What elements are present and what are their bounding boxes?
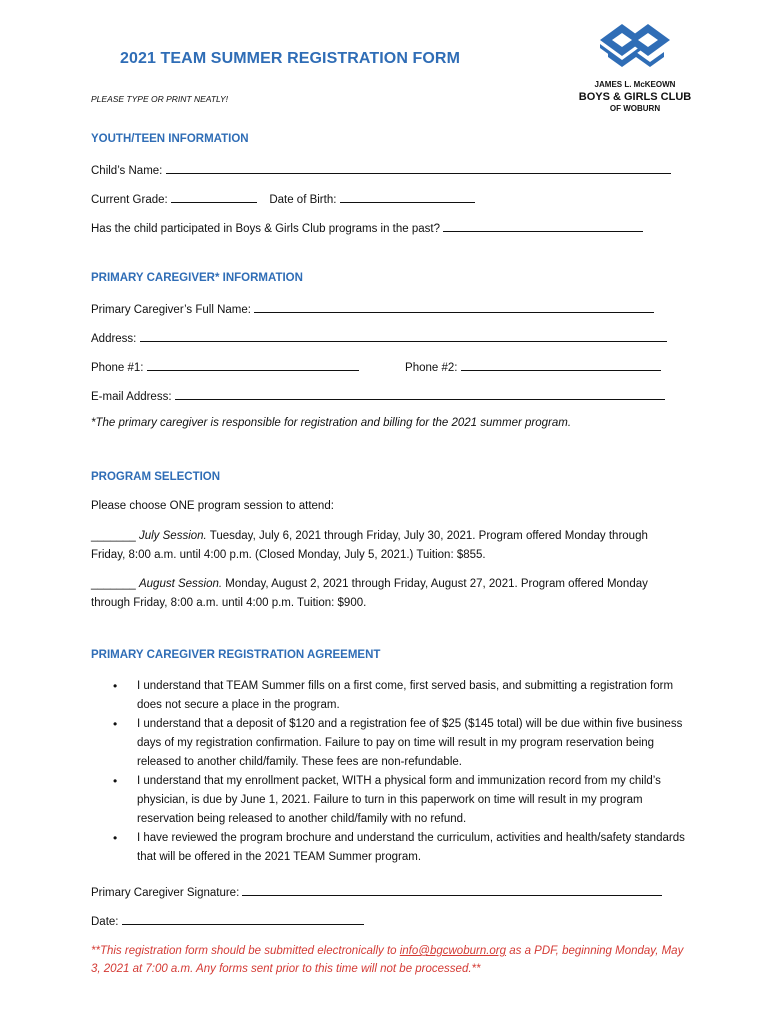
logo-line-2: BOYS & GIRLS CLUB (578, 91, 692, 103)
date-field[interactable] (122, 913, 364, 925)
agreement-item: • I understand that my enrollment packet, WITH a physical form and immunization record from my child’s physician, is due by June 1, 2021. Failure to turn in this paperwork on time will result in my program reservation being released to another child/family with no refund. (110, 772, 685, 829)
august-session-option[interactable] (91, 575, 681, 613)
submission-note (91, 942, 691, 978)
july-session-text: Tuesday, July 6, 2021 through Friday, July 30, 2021. Program offered Monday through Friday, 8:00 a.m. until 4:00 p.m. (Closed Monday, July 5, 2021.) Tuition: $855. (91, 530, 648, 561)
logo-line-3: OF WOBURN (609, 104, 661, 113)
caregiver-name-row (91, 301, 654, 316)
form-title: 2021 TEAM SUMMER REGISTRATION FORM (120, 50, 461, 67)
logo-line-1: JAMES L. McKEOWN (594, 80, 676, 89)
program-heading: PROGRAM SELECTION (91, 471, 221, 483)
date-row (91, 913, 364, 928)
phone2-field[interactable] (461, 359, 661, 371)
address-label: Address: (91, 333, 137, 345)
email-row (91, 388, 665, 403)
phone-row (91, 359, 661, 374)
childs-name-row (91, 162, 671, 177)
grade-row (91, 191, 475, 206)
phone2-label: Phone #2: (405, 362, 458, 374)
childs-name-field[interactable] (166, 162, 671, 174)
caregiver-heading: PRIMARY CAREGIVER* INFORMATION (91, 272, 303, 284)
caregiver-name-field[interactable] (254, 301, 654, 313)
signature-field[interactable] (242, 884, 662, 896)
august-session-text: Monday, August 2, 2021 through Friday, August 27, 2021. Program offered Monday through Friday, 8:00 a.m. until 4:00 p.m. Tuition: $900. (91, 578, 648, 609)
date-label: Date: (91, 916, 119, 928)
address-row (91, 330, 667, 345)
caregiver-footnote: *The primary caregiver is responsible for registration and billing for the 2021 summer program. (91, 417, 572, 429)
address-field[interactable] (140, 330, 667, 342)
agreement-list (110, 677, 685, 867)
submission-note-after: as a PDF, beginning Monday, May 3, 2021 at 7:00 a.m. Any forms sent prior to this time will not be processed.** (91, 945, 684, 975)
agreement-item: • I understand that a deposit of $120 and a registration fee of $25 ($145 total) will be due within five business days of my registration confirmation. Failure to pay on time will result in my program reservation being released to another child/family. These fees are non-refundable. (110, 715, 685, 772)
dob-label: Date of Birth: (269, 194, 337, 206)
july-session-blank[interactable]: _______ (91, 530, 136, 542)
current-grade-field[interactable] (171, 191, 257, 203)
submission-note-before: **This registration form should be submitted electronically to (91, 945, 400, 957)
dob-field[interactable] (340, 191, 475, 203)
submission-email-link[interactable]: info@bgcwoburn.org (399, 945, 507, 957)
email-field[interactable] (175, 388, 665, 400)
july-session-option[interactable] (91, 527, 681, 565)
program-instruction: Please choose ONE program session to attend: (91, 500, 334, 512)
agreement-item: • I have reviewed the program brochure and understand the curriculum, activities and health/safety standards that will be offered in the 2021 TEAM Summer program. (110, 829, 685, 867)
participated-row (91, 220, 643, 235)
email-label: E-mail Address: (91, 391, 172, 403)
signature-label: Primary Caregiver Signature: (91, 887, 240, 899)
youth-heading: YOUTH/TEEN INFORMATION (91, 133, 249, 145)
agreement-item: • I understand that TEAM Summer fills on a first come, first served basis, and submitting a registration form does not secure a place in the program. (110, 677, 685, 715)
phone1-label: Phone #1: (91, 362, 144, 374)
signature-row (91, 884, 662, 899)
august-session-blank[interactable]: _______ (91, 578, 136, 590)
july-session-name: July Session. (138, 530, 207, 542)
participated-field[interactable] (443, 220, 643, 232)
print-instruction: PLEASE TYPE OR PRINT NEATLY! (91, 94, 228, 104)
august-session-name: August Session. (138, 578, 223, 590)
participated-label: Has the child participated in Boys & Girls Club programs in the past? (91, 223, 440, 235)
childs-name-label: Child’s Name: (91, 165, 163, 177)
agreement-heading: PRIMARY CAREGIVER REGISTRATION AGREEMENT (91, 649, 381, 661)
current-grade-label: Current Grade: (91, 194, 168, 206)
caregiver-name-label: Primary Caregiver’s Full Name: (91, 304, 251, 316)
phone1-field[interactable] (147, 359, 359, 371)
